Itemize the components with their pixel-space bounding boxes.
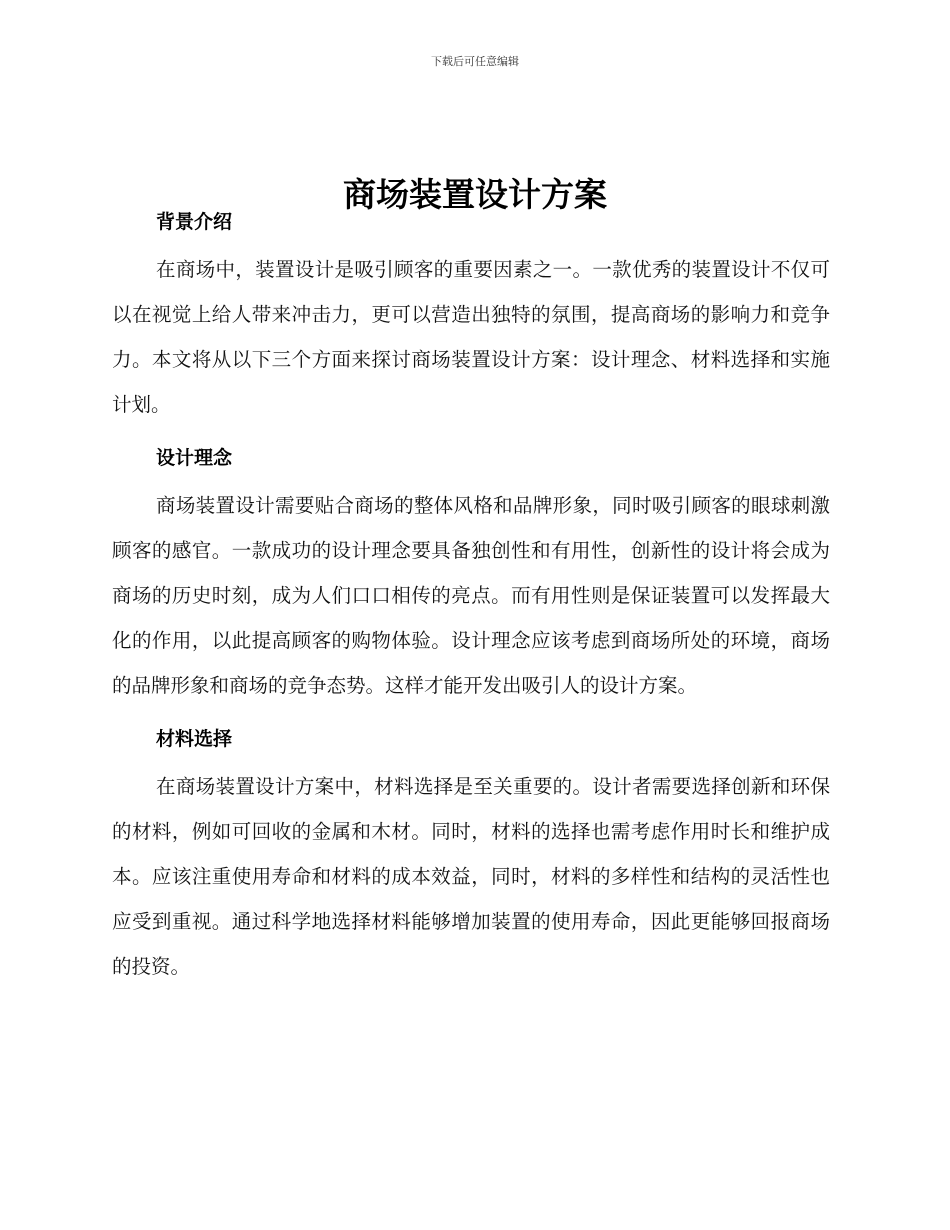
document-title: 商场装置设计方案	[343, 175, 607, 215]
section-material-selection	[112, 720, 830, 989]
section-heading: 设计理念	[156, 447, 233, 469]
section-paragraph: 在商场中，装置设计是吸引顾客的重要因素之一。一款优秀的装置设计不仅可以在视觉上给人带来冲击力，更可以营造出独特的氛围，提高商场的影响力和竞争力。本文将从以下三个方面来探讨商场装置设计方案：设计理念、材料选择和实施计划。	[112, 258, 830, 416]
document-body	[112, 203, 830, 989]
section-paragraph: 商场装置设计需要贴合商场的整体风格和品牌形象，同时吸引顾客的眼球刺激顾客的感官。一款成功的设计理念要具备独创性和有用性，创新性的设计将会成为商场的历史时刻，成为人们口口相传的亮点。而有用性则是保证装置可以发挥最大化的作用，以此提高顾客的购物体验。设计理念应该考虑到商场所处的环境，商场的品牌形象和商场的竞争态势。这样才能开发出吸引人的设计方案。	[112, 494, 830, 697]
page-header-note: 下载后可任意编辑	[431, 55, 519, 68]
section-heading: 材料选择	[156, 728, 233, 750]
section-heading: 背景介绍	[156, 211, 233, 233]
section-design-concept	[112, 439, 830, 708]
section-paragraph: 在商场装置设计方案中，材料选择是至关重要的。设计者需要选择创新和环保的材料，例如可回收的金属和木材。同时，材料的选择也需考虑作用时长和维护成本。应该注重使用寿命和材料的成本效益，同时，材料的多样性和结构的灵活性也应受到重视。通过科学地选择材料能够增加装置的使用寿命，因此更能够回报商场的投资。	[112, 775, 830, 978]
section-background	[112, 203, 830, 427]
